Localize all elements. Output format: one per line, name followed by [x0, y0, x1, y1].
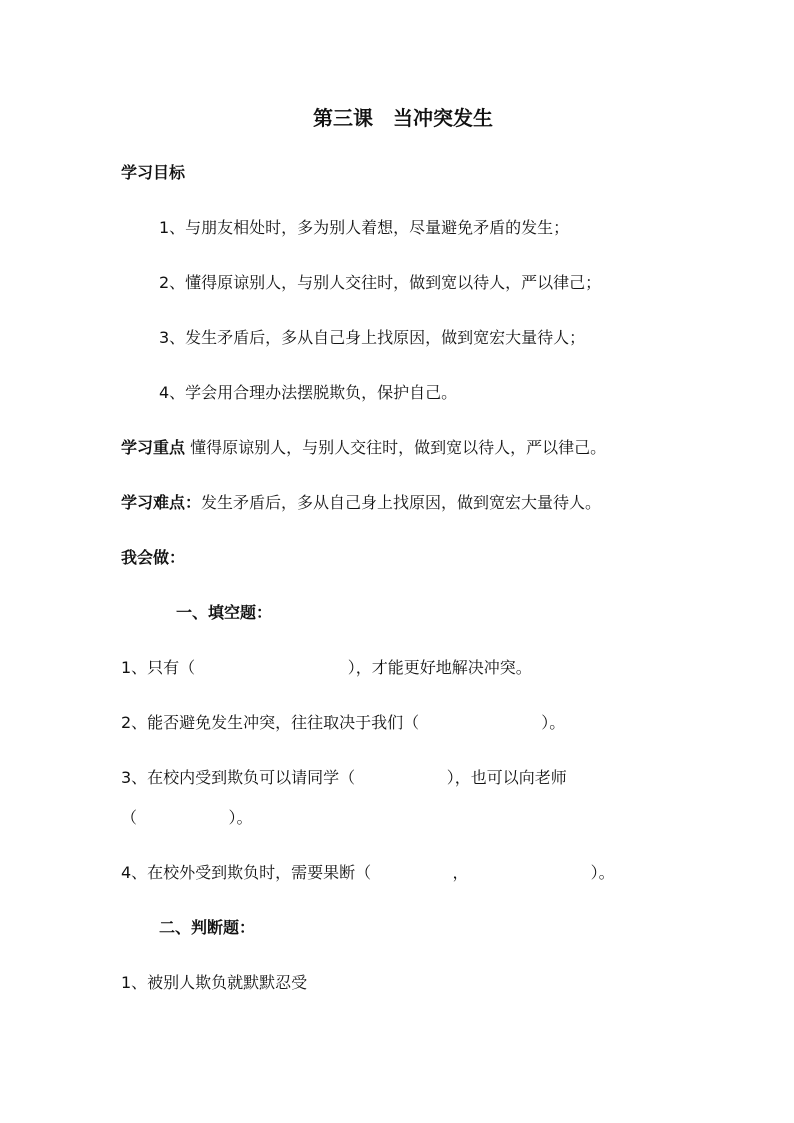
fill-blank-heading: 一、填空题：	[176, 603, 273, 622]
fill-blank-q3-line1: 3、在校内受到欺负可以请同学（ ），也可以向老师	[121, 768, 567, 787]
objective-item-3: 3、发生矛盾后，多从自己身上找原因，做到宽宏大量待人；	[159, 328, 586, 347]
page-title: 第三课 当冲突发生	[313, 106, 493, 130]
fill-blank-q3-line2: （ ）。	[121, 808, 253, 827]
key-point-text: 懂得原谅别人，与别人交往时，做到宽以待人，严以律己。	[185, 438, 607, 457]
fill-blank-q4: 4、在校外受到欺负时，需要果断（ ， ）。	[121, 863, 615, 882]
difficulty-label: 学习难点：	[121, 493, 202, 512]
practice-heading: 我会做：	[121, 548, 186, 567]
objectives-heading: 学习目标	[121, 163, 186, 182]
objective-item-2: 2、懂得原谅别人，与别人交往时，做到宽以待人，严以律己；	[159, 273, 602, 292]
true-false-q1: 1、被别人欺负就默默忍受	[121, 973, 308, 992]
true-false-heading: 二、判断题：	[159, 918, 256, 937]
fill-blank-q2: 2、能否避免发生冲突，往往取决于我们（ ）。	[121, 713, 566, 732]
objective-item-1: 1、与朋友相处时，多为别人着想，尽量避免矛盾的发生；	[159, 218, 570, 237]
fill-blank-q1: 1、只有（ ），才能更好地解决冲突。	[121, 658, 532, 677]
difficulty-line	[121, 493, 601, 513]
objective-item-4: 4、学会用合理办法摆脱欺负，保护自己。	[159, 383, 458, 402]
difficulty-text: 发生矛盾后，多从自己身上找原因，做到宽宏大量待人。	[201, 493, 602, 512]
key-point-label: 学习重点	[121, 438, 186, 457]
key-point-line	[121, 438, 606, 458]
